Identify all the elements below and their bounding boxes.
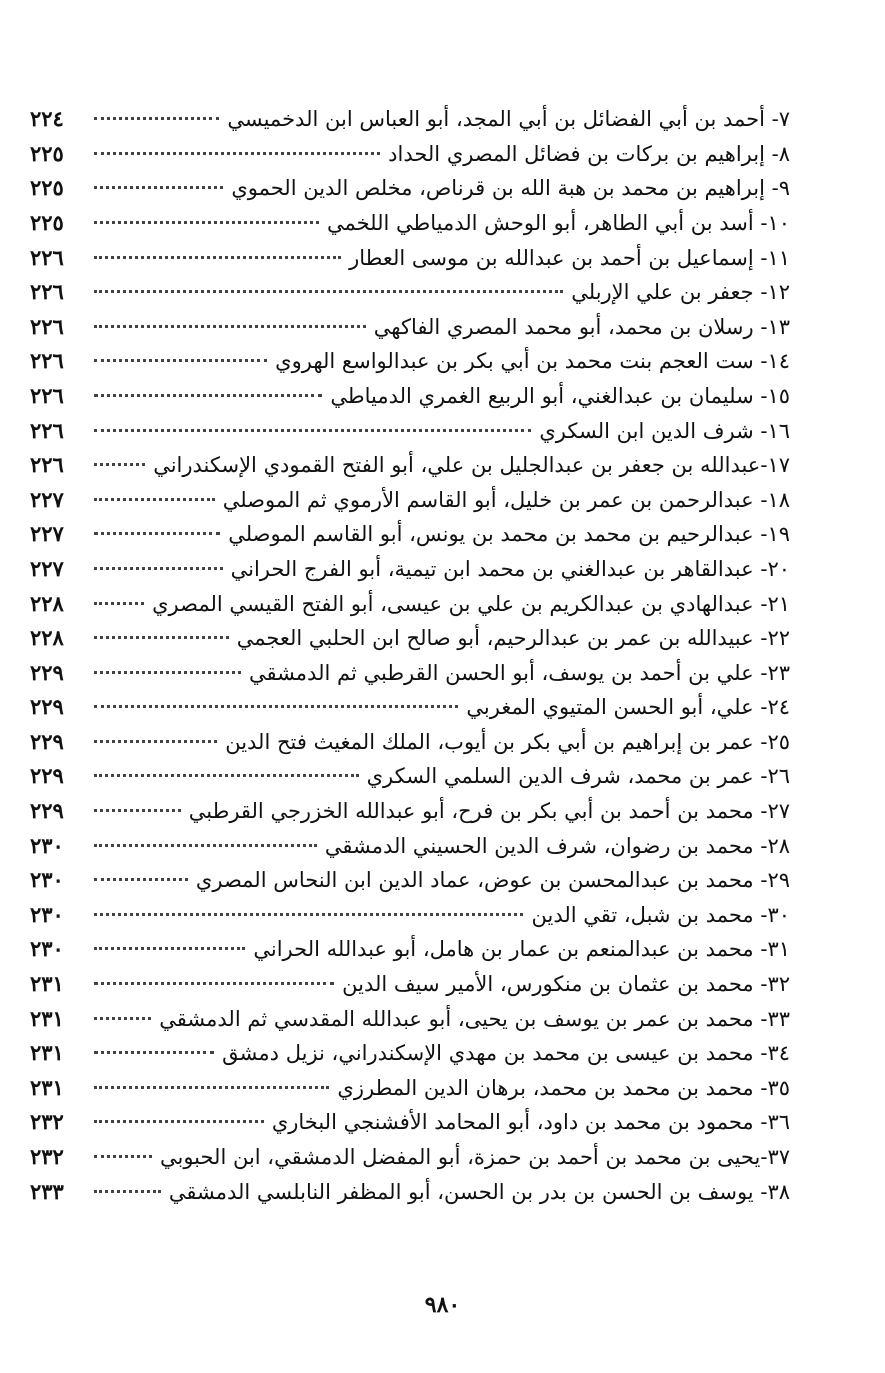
toc-entry-title: ٧- أحمد بن أبي الفضائل بن أبي المجد، أبو العباس ابن الدخميسي	[227, 107, 790, 132]
dot-leader	[94, 749, 359, 777]
toc-entry-title: ٢٠- عبدالقاهر بن عبدالغني بن محمد ابن تيمية، أبو الفرج الحراني	[230, 556, 790, 581]
toc-entry-title: ٢١- عبدالهادي بن عبدالكريم بن علي بن عيسى، أبو الفتح القيسي المصري	[152, 591, 790, 616]
toc-entry-title: ١٧-عبدالله بن جعفر بن عبدالجليل بن علي، أبو الفتح القمودي الإسكندراني	[153, 453, 790, 478]
toc-entry-page: ٢٢٩	[30, 728, 64, 754]
toc-entry-page: ٢٣١	[30, 1074, 64, 1100]
dot-leader	[94, 403, 531, 431]
toc-entry-title: ٣٨- يوسف بن الحسن بن بدر بن الحسن، أبو المظفر النابلسي الدمشقي	[168, 1179, 790, 1204]
toc-entry-page: ٢٢٥	[30, 140, 64, 166]
dot-leader	[94, 507, 220, 535]
dot-leader	[94, 646, 241, 674]
toc-entry-page: ٢٣١	[30, 971, 64, 997]
dot-leader	[94, 196, 319, 224]
toc-entry-title: ١٨- عبدالرحمن بن عمر بن خليل، أبو القاسم الأرموي ثم الموصلي	[222, 487, 790, 512]
toc-entry-page: ٢٢٥	[30, 175, 64, 201]
toc-entry-title: ٨- إبراهيم بن بركات بن فضائل المصري الحداد	[388, 141, 790, 166]
toc-entry-page: ٢٢٩	[30, 659, 64, 685]
toc-entry-page: ٢٣٠	[30, 936, 64, 962]
toc-entry-page: ٢٢٦	[30, 417, 64, 443]
toc-entry-page: ٢٢٧	[30, 486, 64, 512]
dot-leader	[94, 1095, 264, 1123]
dot-leader	[94, 334, 267, 362]
toc-entry-page: ٢٣٠	[30, 867, 64, 893]
dot-leader	[94, 300, 366, 328]
toc-entry-title: ١٦- شرف الدين ابن السكري	[539, 418, 790, 443]
toc-entry-title: ٢٥- عمر بن إبراهيم بن أبي بكر بن أيوب، الملك المغيث فتح الدين	[225, 729, 790, 754]
dot-leader	[94, 473, 215, 501]
dot-leader	[94, 784, 181, 812]
toc-entry-title: ١٩- عبدالرحيم بن محمد بن محمد بن يونس، أبو القاسم الموصلي	[228, 522, 790, 547]
dot-leader	[94, 369, 322, 397]
dot-leader	[94, 680, 458, 708]
dot-leader	[94, 92, 219, 120]
dot-leader	[94, 438, 145, 466]
toc-entry-page: ٢٢٦	[30, 452, 64, 478]
dot-leader	[94, 1061, 329, 1089]
toc-entry-page: ٢٢٧	[30, 521, 64, 547]
page-number: ٩٨٠	[424, 1292, 461, 1318]
toc-entry-title: ٣٧-يحيى بن محمد بن أحمد بن حمزة، أبو المفضل الدمشقي، ابن الحبوبي	[159, 1145, 790, 1169]
toc-entry-title: ١١- إسماعيل بن أحمد بن عبدالله بن موسى العطار	[349, 245, 790, 270]
toc-entry-title: ١٢- جعفر بن علي الإربلي	[571, 280, 790, 305]
toc-entry-title: ٢٦- عمر بن محمد، شرف الدين السلمي السكري	[366, 764, 790, 789]
toc-entry-title: ١٤- ست العجم بنت محمد بن أبي بكر بن عبدالواسع الهروي	[275, 349, 790, 374]
dot-leader	[94, 576, 144, 604]
toc-entry-page: ٢٣٣	[30, 1178, 64, 1204]
toc-entry-page: ٢٢٩	[30, 694, 64, 720]
toc-entry-page: ٢٣١	[30, 1005, 64, 1031]
toc-entry-page: ٢٢٦	[30, 348, 64, 374]
toc-entry-title: ٣٦- محمود بن محمد بن داود، أبو المحامد الأفشنجي البخاري	[271, 1110, 790, 1135]
toc-entry-page: ٢٣٢	[30, 1144, 64, 1169]
dot-leader	[94, 1164, 161, 1192]
toc-entry-title: ٢٨- محمد بن رضوان، شرف الدين الحسيني الدمشقي	[324, 833, 790, 858]
toc-entry-title: ٢٢- عبيدالله بن عمر بن عبدالرحيم، أبو صالح ابن الحلبي العجمي	[236, 626, 790, 651]
dot-leader	[94, 265, 563, 293]
dot-leader	[94, 888, 523, 916]
toc-entry-page: ٢٢٩	[30, 798, 64, 824]
toc-entry-page: ٢٢٦	[30, 279, 64, 305]
dot-leader	[94, 1130, 152, 1158]
toc-entry-title: ١٠- أسد بن أبي الطاهر، أبو الوحش الدمياطي اللخمي	[326, 210, 790, 235]
toc-entry-page: ٢٢٥	[30, 209, 64, 235]
dot-leader	[94, 230, 341, 258]
toc-entry-title: ١٥- سليمان بن عبدالغني، أبو الربيع الغمري الدمياطي	[330, 383, 790, 408]
toc-entry-title: ٣٥- محمد بن محمد بن محمد، برهان الدين المطرزي	[337, 1075, 790, 1100]
toc-entry-title: ٣٣- محمد بن عمر بن يوسف بن يحيى، أبو عبدالله المقدسي ثم الدمشقي	[159, 1006, 790, 1031]
dot-leader	[94, 611, 229, 639]
toc-entry-page: ٢٣٠	[30, 832, 64, 858]
toc-entry-page: ٢٢٨	[30, 625, 64, 651]
toc-entry-title: ٣٤- محمد بن عيسى بن محمد بن مهدي الإسكندراني، نزيل دمشق	[222, 1041, 790, 1066]
toc-entry-title: ٢٤- علي، أبو الحسن المتيوي المغربي	[466, 695, 790, 720]
toc-entry-page: ٢٣٠	[30, 901, 64, 927]
dot-leader	[94, 818, 317, 846]
dot-leader	[94, 922, 245, 950]
dot-leader	[94, 1026, 214, 1054]
dot-leader	[94, 991, 151, 1019]
dot-leader	[94, 853, 188, 881]
table-of-contents	[30, 98, 790, 1205]
toc-entry-page: ٢٣٢	[30, 1109, 64, 1135]
dot-leader	[94, 542, 223, 570]
toc-entry-title: ٢٧- محمد بن أحمد بن أبي بكر بن فرح، أبو عبدالله الخزرجي القرطبي	[188, 799, 790, 824]
toc-entry-page: ٢٢٨	[30, 590, 64, 616]
toc-entry-title: ٣٠- محمد بن شبل، تقي الدين	[531, 902, 790, 927]
toc-entry-page: ٢٣١	[30, 1040, 64, 1066]
toc-entry-title: ٢٣- علي بن أحمد بن يوسف، أبو الحسن القرطبي ثم الدمشقي	[248, 660, 790, 685]
dot-leader	[94, 715, 217, 743]
toc-entry-title: ٣٢- محمد بن عثمان بن منكورس، الأمير سيف الدين	[342, 972, 790, 997]
dot-leader	[94, 127, 380, 155]
toc-entry-title: ٢٩- محمد بن عبدالمحسن بن عوض، عماد الدين ابن النحاس المصري	[195, 868, 790, 893]
toc-entry-title: ٣١- محمد بن عبدالمنعم بن عمار بن هامل، أبو عبدالله الحراني	[253, 937, 790, 962]
toc-entry	[30, 1170, 790, 1205]
toc-entry-page: ٢٢٩	[30, 763, 64, 789]
toc-entry-page: ٢٢٤	[30, 106, 64, 132]
toc-entry-page: ٢٢٦	[30, 313, 64, 339]
toc-entry-page: ٢٢٧	[30, 555, 64, 581]
dot-leader	[94, 957, 334, 985]
toc-entry-page: ٢٢٦	[30, 244, 64, 270]
toc-entry-title: ٩- إبراهيم بن محمد بن هبة الله بن قرناص، مخلص الدين الحموي	[231, 176, 790, 201]
dot-leader	[94, 161, 223, 189]
toc-entry-title: ١٣- رسلان بن محمد، أبو محمد المصري الفاكهي	[373, 314, 790, 339]
toc-entry-page: ٢٢٦	[30, 382, 64, 408]
